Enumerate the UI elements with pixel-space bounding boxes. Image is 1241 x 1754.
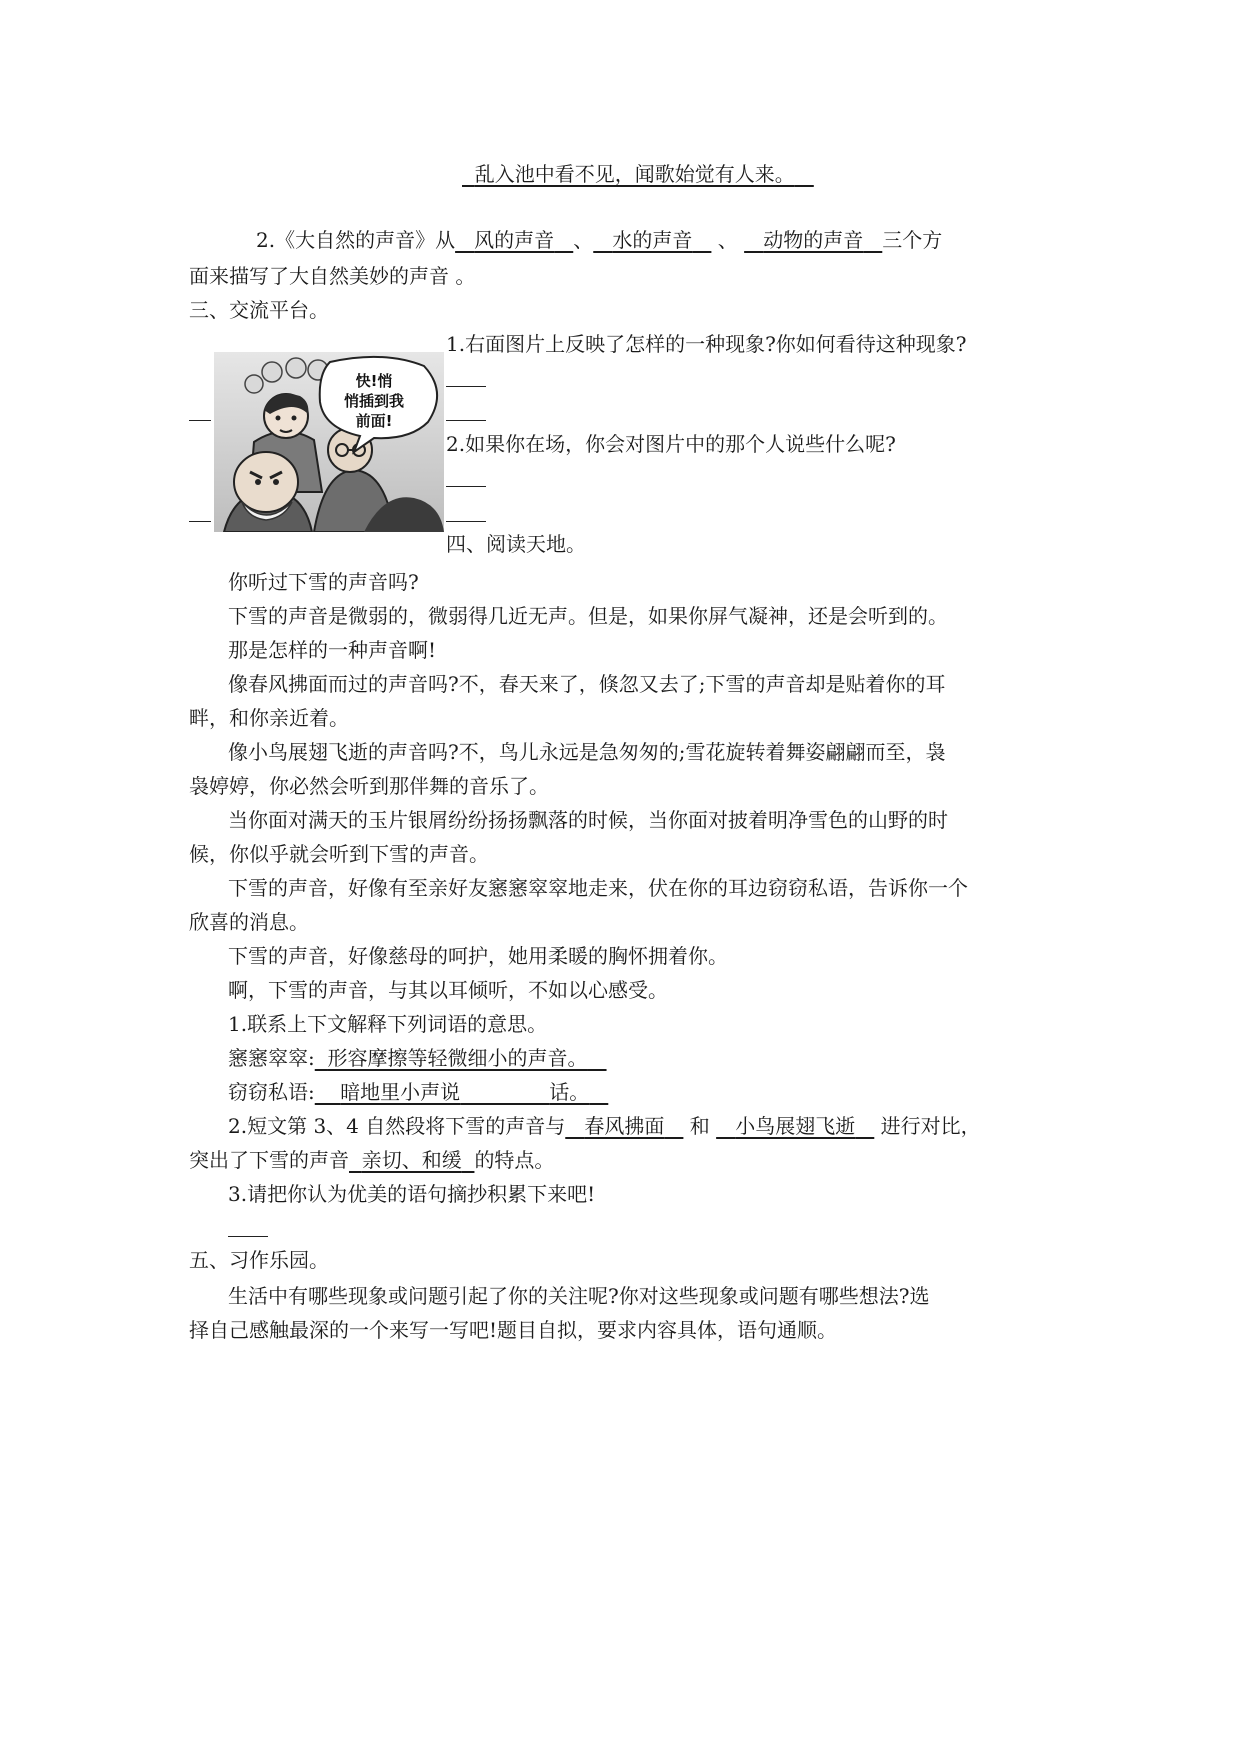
answer-blank[interactable] xyxy=(446,420,486,421)
section-4-title: 四、阅读天地。 xyxy=(446,532,586,556)
section-3-question-2: 2.如果你在场，你会对图片中的那个人说些什么呢? xyxy=(446,432,896,456)
queue-jumping-illustration xyxy=(214,352,444,532)
section-3-title: 三、交流平台。 xyxy=(189,298,329,322)
answer-bird-flying: 小鸟展翅飞逝 xyxy=(735,1114,856,1138)
passage-paragraph-5: 像小鸟展翅飞逝的声音吗?不，鸟儿永远是急匆匆的;雪花旋转着舞姿翩翩而至，袅 xyxy=(228,740,946,764)
word-2-answer: 暗地里小声说 话。 xyxy=(340,1080,590,1104)
answer-blank[interactable] xyxy=(446,486,486,487)
answer-water: 水的声音 xyxy=(612,228,693,252)
passage-paragraph-7-cont: 欣喜的消息。 xyxy=(189,910,309,934)
answer-blank[interactable] xyxy=(446,386,486,387)
passage-paragraph-9: 啊，下雪的声音，与其以耳倾听，不如以心感受。 xyxy=(228,978,668,1002)
writing-prompt-line-2: 择自己感触最深的一个来写一写吧!题目自拟，要求内容具体，语句通顺。 xyxy=(189,1318,838,1342)
answer-wind: 风的声音 xyxy=(474,228,555,252)
question-2-sounds: 2.《大自然的声音》从 风的声音 、 水的声音 、 动物的声音 三个方 xyxy=(256,228,943,252)
passage-paragraph-4-cont: 畔，和你亲近着。 xyxy=(189,706,349,730)
bubble-line-3: 前面! xyxy=(355,412,393,430)
word-2-row: 窃窃私语: 暗地里小声说 话。 xyxy=(228,1078,608,1106)
passage-paragraph-2: 下雪的声音是微弱的，微弱得几近无声。但是，如果你屏气凝神，还是会听到的。 xyxy=(228,604,948,628)
passage-paragraph-3: 那是怎样的一种声音啊! xyxy=(228,638,437,662)
answer-animal: 动物的声音 xyxy=(763,228,864,252)
answer-feature: 亲切、和缓 xyxy=(361,1148,462,1172)
passage-paragraph-1: 你听过下雪的声音吗? xyxy=(228,570,419,594)
passage-paragraph-5-cont: 袅婷婷，你必然会听到那伴舞的音乐了。 xyxy=(189,774,549,798)
answer-blank[interactable] xyxy=(189,521,211,522)
answer-blank[interactable] xyxy=(446,521,486,522)
reading-question-3: 3.请把你认为优美的语句摘抄积累下来吧! xyxy=(228,1182,596,1206)
poem-line: 乱入池中看不见，闻歌始觉有人来。 xyxy=(474,162,795,186)
reading-question-2: 2.短文第 3、4 自然段将下雪的声音与 春风拂面 和 小鸟展翅飞逝 进行对比， xyxy=(228,1114,981,1138)
passage-paragraph-6-cont: 候，你似乎就会听到下雪的声音。 xyxy=(189,842,489,866)
section-5-title: 五、习作乐园。 xyxy=(189,1248,329,1272)
reading-question-1: 1.联系上下文解释下列词语的意思。 xyxy=(228,1012,548,1036)
answer-blank[interactable] xyxy=(189,420,211,421)
passage-paragraph-7: 下雪的声音，好像有至亲好友窸窸窣窣地走来，伏在你的耳边窃窃私语，告诉你一个 xyxy=(228,876,968,900)
writing-prompt-line-1: 生活中有哪些现象或问题引起了你的关注呢?你对这些现象或问题有哪些想法?选 xyxy=(228,1284,930,1308)
reading-question-2-line2: 突出了下雪的声音 亲切、和缓 的特点。 xyxy=(189,1148,555,1172)
bubble-line-2: 悄插到我 xyxy=(343,392,405,410)
question-2-line2: 面来描写了大自然美妙的声音 。 xyxy=(189,264,476,288)
answer-spring-breeze: 春风拂面 xyxy=(584,1114,665,1138)
word-1-row: 窸窸窣窣: 形容摩擦等轻微细小的声音。 xyxy=(228,1044,607,1072)
passage-paragraph-8: 下雪的声音，好像慈母的呵护，她用柔暖的胸怀拥着你。 xyxy=(228,944,728,968)
bubble-line-1: 快!悄 xyxy=(355,372,393,390)
section-3-question-1: 1.右面图片上反映了怎样的一种现象?你如何看待这种现象? xyxy=(446,332,967,356)
answer-blank[interactable] xyxy=(228,1236,268,1237)
passage-paragraph-4: 像春风拂面而过的声音吗?不，春天来了，倏忽又去了;下雪的声音却是贴着你的耳 xyxy=(228,672,946,696)
word-1-answer: 形容摩擦等轻微细小的声音。 xyxy=(327,1046,588,1070)
passage-paragraph-6: 当你面对满天的玉片银屑纷纷扬扬飘落的时候，当你面对披着明净雪色的山野的时 xyxy=(228,808,948,832)
